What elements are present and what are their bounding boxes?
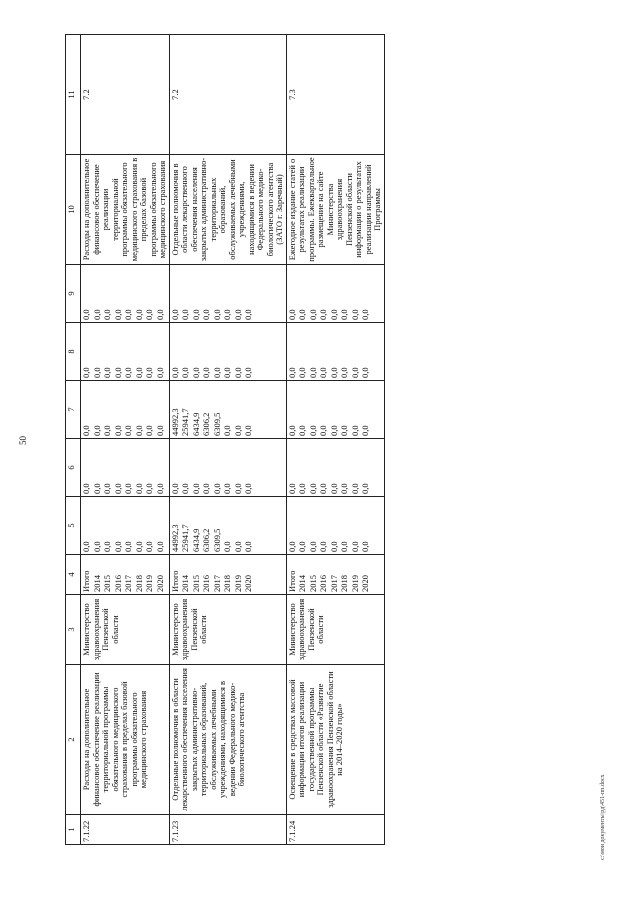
federal-budget-value: 0,0 [360, 483, 371, 494]
regional-budget-value: 0,0 [318, 425, 329, 436]
table-body [81, 35, 385, 845]
local-budget-value: 0,0 [297, 367, 308, 378]
year-list-value: 2016 [318, 575, 329, 592]
total-funding-value: 0,0 [339, 541, 350, 552]
year-list-value: 2015 [102, 575, 112, 592]
federal-budget-value: 0,0 [190, 483, 201, 494]
header-col-10: 10 [66, 155, 81, 265]
page-number: 50 [18, 436, 28, 445]
extra-budget-value: 0,0 [211, 309, 222, 320]
federal-budget-value: 0,0 [154, 483, 165, 494]
local-budget [81, 323, 170, 381]
header-col-8: 8 [66, 323, 81, 381]
expected-result: Отдельные полномочия в области лекарственного обеспечения населения закрытых административно-территориальных образований, обслуживаемых лечебными учреждениями, находящимися в ведении Федерального медико-биологического агентства (ЗАТО г. Заречный) [169, 155, 286, 265]
total-funding-value: 0,0 [286, 541, 297, 552]
year-list [286, 555, 384, 595]
header-col-4: 4 [66, 555, 81, 595]
total-funding [81, 497, 170, 555]
extra-budget-value: 0,0 [154, 309, 165, 320]
extra-budget-value: 0,0 [318, 309, 329, 320]
extra-budget-value: 0,0 [222, 309, 233, 320]
local-budget-value: 0,0 [133, 367, 144, 378]
federal-budget-value: 0,0 [123, 483, 133, 494]
indicator-ref: 7.3 [286, 35, 384, 155]
extra-budget-value: 0,0 [243, 309, 254, 320]
local-budget-value: 0,0 [112, 367, 123, 378]
year-list-value: 2019 [232, 575, 243, 592]
federal-budget-value: 0,0 [232, 483, 243, 494]
total-funding-value: 0,0 [232, 541, 243, 552]
regional-budget-value: 0,0 [297, 425, 308, 436]
indicator-ref: 7.2 [169, 35, 286, 155]
extra-budget-value: 0,0 [123, 309, 133, 320]
local-budget-value: 0,0 [286, 367, 297, 378]
extra-budget-value: 0,0 [112, 309, 123, 320]
rotated-table-sheet [65, 35, 590, 845]
regional-budget-value: 0,0 [133, 425, 144, 436]
federal-budget [169, 439, 286, 497]
federal-budget-value: 0,0 [318, 483, 329, 494]
table-row [81, 35, 170, 845]
extra-budget-value: 0,0 [201, 309, 212, 320]
local-budget-value: 0,0 [222, 367, 233, 378]
extra-budget-value: 0,0 [360, 309, 371, 320]
year-list-value: 2019 [144, 575, 154, 592]
regional-budget-value: 0,0 [154, 425, 165, 436]
federal-budget-value: 0,0 [201, 483, 212, 494]
federal-budget-value: 0,0 [211, 483, 222, 494]
local-budget-value: 0,0 [102, 367, 112, 378]
executor: Министерство здравоохранения Пензенской области [81, 595, 170, 665]
regional-budget-value: 0,0 [286, 425, 297, 436]
federal-budget-value: 0,0 [349, 483, 360, 494]
regional-budget [169, 381, 286, 439]
year-list-value: 2016 [201, 575, 212, 592]
local-budget-value: 0,0 [154, 367, 165, 378]
total-funding-value: 0,0 [297, 541, 308, 552]
federal-budget [81, 439, 170, 497]
year-list-value: 2016 [112, 575, 123, 592]
expected-result: Расходы на дополнительное финансовое обеспечение реализации территориальной программы обязательного медицинского страхования в пределах базовой программы обязательного медицинского страхования [81, 155, 170, 265]
total-funding-value: 0,0 [144, 541, 154, 552]
header-col-3: 3 [66, 595, 81, 665]
local-budget-value: 0,0 [307, 367, 318, 378]
federal-budget-value: 0,0 [102, 483, 112, 494]
local-budget-value: 0,0 [318, 367, 329, 378]
year-list-value: 2020 [360, 575, 371, 592]
year-list-value: Итого [81, 570, 91, 592]
regional-budget-value: 6306,2 [201, 412, 212, 436]
local-budget-value: 0,0 [328, 367, 339, 378]
regional-budget-value: 0,0 [360, 425, 371, 436]
year-list-value: 2018 [133, 575, 144, 592]
extra-budget-value: 0,0 [169, 309, 180, 320]
file-path-footer: c:\мои документы\рд\451-пп.docx [600, 774, 606, 860]
federal-budget-value: 0,0 [339, 483, 350, 494]
year-list-value: 2014 [91, 575, 102, 592]
regional-budget-value: 6434,9 [190, 412, 201, 436]
total-funding-value: 0,0 [81, 541, 91, 552]
row-number: 7.1.24 [286, 815, 384, 845]
total-funding-value: 0,0 [91, 541, 102, 552]
extra-budget-value: 0,0 [232, 309, 243, 320]
row-number: 7.1.23 [169, 815, 286, 845]
federal-budget-value: 0,0 [91, 483, 102, 494]
total-funding-value: 0,0 [222, 541, 233, 552]
extra-budget-value: 0,0 [339, 309, 350, 320]
year-list-value: Итого [286, 570, 297, 592]
year-list-value: 2015 [307, 575, 318, 592]
table-row [169, 35, 286, 845]
measure-name: Расходы на дополнительное финансовое обеспечение реализации территориальной программы обязательного медицинского страхования в пределах базовой программы обязательного медицинского страхования [81, 665, 170, 815]
year-list [81, 555, 170, 595]
local-budget-value: 0,0 [339, 367, 350, 378]
total-funding-value: 6434,9 [190, 528, 201, 552]
federal-budget-value: 0,0 [144, 483, 154, 494]
header-col-7: 7 [66, 381, 81, 439]
local-budget [286, 323, 384, 381]
local-budget-value: 0,0 [349, 367, 360, 378]
federal-budget-value: 0,0 [169, 483, 180, 494]
year-list-value: 2018 [339, 575, 350, 592]
regional-budget-value: 6309,5 [211, 412, 222, 436]
total-funding-value: 0,0 [123, 541, 133, 552]
local-budget [169, 323, 286, 381]
extra-budget-value: 0,0 [297, 309, 308, 320]
year-list-value: 2017 [123, 575, 133, 592]
measure-name: Освещение в средствах массовой информации итогов реализации государственной программы Пензенской области «Развитие здравоохранения Пензенской области на 2014–2020 годы» [286, 665, 384, 815]
regional-budget-value: 0,0 [123, 425, 133, 436]
year-list-value: Итого [169, 570, 180, 592]
extra-budget-value: 0,0 [133, 309, 144, 320]
expected-result: Ежегодное издание статей о результатах реализации программы. Ежеквартальное размещение на сайте Министерства здравоохранения Пензенской области информации о результатах реализации направлений Программы [286, 155, 384, 265]
header-col-11: 11 [66, 35, 81, 155]
federal-budget-value: 0,0 [81, 483, 91, 494]
federal-budget-value: 0,0 [243, 483, 254, 494]
extra-budget-value: 0,0 [180, 309, 191, 320]
year-list-value: 2019 [349, 575, 360, 592]
extra-budget-value: 0,0 [81, 309, 91, 320]
year-list-value: 2018 [222, 575, 233, 592]
local-budget-value: 0,0 [190, 367, 201, 378]
regional-budget-value: 0,0 [144, 425, 154, 436]
federal-budget-value: 0,0 [180, 483, 191, 494]
federal-budget-value: 0,0 [307, 483, 318, 494]
total-funding-value: 0,0 [307, 541, 318, 552]
year-list-value: 2020 [243, 575, 254, 592]
year-list-value: 2017 [211, 575, 222, 592]
year-list-value: 2014 [297, 575, 308, 592]
year-list-value: 2015 [190, 575, 201, 592]
total-funding-value: 25941,7 [180, 524, 191, 552]
extra-budget [169, 265, 286, 323]
regional-budget-value: 0,0 [91, 425, 102, 436]
total-funding-value: 44992,3 [169, 524, 180, 552]
total-funding-value: 0,0 [102, 541, 112, 552]
total-funding-value: 6309,5 [211, 528, 222, 552]
regional-budget-value: 0,0 [102, 425, 112, 436]
local-budget-value: 0,0 [360, 367, 371, 378]
extra-budget-value: 0,0 [307, 309, 318, 320]
program-table [65, 34, 385, 845]
regional-budget-value: 44992,3 [169, 408, 180, 436]
regional-budget-value: 25941,7 [180, 408, 191, 436]
extra-budget-value: 0,0 [190, 309, 201, 320]
header-col-2: 2 [66, 665, 81, 815]
local-budget-value: 0,0 [180, 367, 191, 378]
table-row [286, 35, 384, 845]
federal-budget-value: 0,0 [328, 483, 339, 494]
executor: Министерство здравоохранения Пензенской области [286, 595, 384, 665]
extra-budget-value: 0,0 [349, 309, 360, 320]
regional-budget-value: 0,0 [232, 425, 243, 436]
total-funding-value: 0,0 [318, 541, 329, 552]
header-col-5: 5 [66, 497, 81, 555]
federal-budget-value: 0,0 [112, 483, 123, 494]
regional-budget-value: 0,0 [222, 425, 233, 436]
local-budget-value: 0,0 [169, 367, 180, 378]
extra-budget-value: 0,0 [102, 309, 112, 320]
regional-budget-value: 0,0 [349, 425, 360, 436]
local-budget-value: 0,0 [211, 367, 222, 378]
local-budget-value: 0,0 [144, 367, 154, 378]
extra-budget-value: 0,0 [286, 309, 297, 320]
indicator-ref: 7.2 [81, 35, 170, 155]
federal-budget-value: 0,0 [286, 483, 297, 494]
year-list-value: 2014 [180, 575, 191, 592]
header-row [66, 35, 81, 845]
total-funding [286, 497, 384, 555]
row-number: 7.1.22 [81, 815, 170, 845]
total-funding-value: 0,0 [243, 541, 254, 552]
local-budget-value: 0,0 [81, 367, 91, 378]
extra-budget [286, 265, 384, 323]
federal-budget-value: 0,0 [222, 483, 233, 494]
local-budget-value: 0,0 [243, 367, 254, 378]
total-funding-value: 0,0 [360, 541, 371, 552]
header-col-1: 1 [66, 815, 81, 845]
federal-budget-value: 0,0 [133, 483, 144, 494]
regional-budget-value: 0,0 [328, 425, 339, 436]
regional-budget-value: 0,0 [112, 425, 123, 436]
header-col-9: 9 [66, 265, 81, 323]
local-budget-value: 0,0 [123, 367, 133, 378]
total-funding-value: 0,0 [328, 541, 339, 552]
total-funding [169, 497, 286, 555]
total-funding-value: 0,0 [112, 541, 123, 552]
regional-budget-value: 0,0 [307, 425, 318, 436]
total-funding-value: 6306,2 [201, 528, 212, 552]
extra-budget [81, 265, 170, 323]
federal-budget [286, 439, 384, 497]
year-list-value: 2020 [154, 575, 165, 592]
local-budget-value: 0,0 [91, 367, 102, 378]
year-list [169, 555, 286, 595]
regional-budget-value: 0,0 [81, 425, 91, 436]
extra-budget-value: 0,0 [91, 309, 102, 320]
local-budget-value: 0,0 [232, 367, 243, 378]
regional-budget [286, 381, 384, 439]
extra-budget-value: 0,0 [144, 309, 154, 320]
year-list-value: 2017 [328, 575, 339, 592]
total-funding-value: 0,0 [133, 541, 144, 552]
measure-name: Отдельные полномочия в области лекарственного обеспечения населения закрытых административно-территориальных образований, обслуживаемых лечебными учреждениями, находящимися в ведении Федерального медико-биологического агентства [169, 665, 286, 815]
executor: Министерство здравоохранения Пензенской области [169, 595, 286, 665]
regional-budget-value: 0,0 [339, 425, 350, 436]
federal-budget-value: 0,0 [297, 483, 308, 494]
regional-budget-value: 0,0 [243, 425, 254, 436]
extra-budget-value: 0,0 [328, 309, 339, 320]
header-col-6: 6 [66, 439, 81, 497]
total-funding-value: 0,0 [154, 541, 165, 552]
regional-budget [81, 381, 170, 439]
local-budget-value: 0,0 [201, 367, 212, 378]
total-funding-value: 0,0 [349, 541, 360, 552]
